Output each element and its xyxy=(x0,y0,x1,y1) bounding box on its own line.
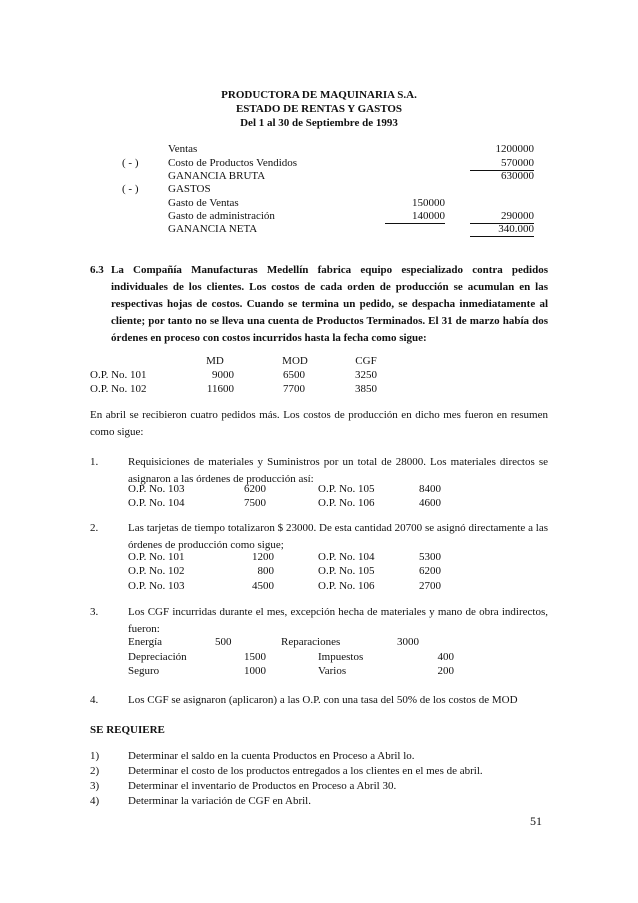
item2-row1-val-a: 1200 xyxy=(252,551,274,563)
costo-label: Costo de Productos Vendidos xyxy=(168,157,298,169)
item2-row3-op-b: O.P. No. 106 xyxy=(318,580,375,592)
item2-row3-val-b: 2700 xyxy=(419,580,441,592)
gastos-label: GASTOS xyxy=(168,183,211,195)
company-name: PRODUCTORA DE MAQUINARIA S.A. xyxy=(221,89,417,101)
item3-row1-val-b: 3000 xyxy=(397,636,419,648)
page-number: 51 xyxy=(530,814,542,828)
item3-row3-val-b: 200 xyxy=(437,665,454,677)
requirement-3-text: Determinar el inventario de Productos en Proceso a Abril 30. xyxy=(128,780,397,792)
item1-row1-val-b: 8400 xyxy=(419,483,441,495)
requirement-3-number: 3) xyxy=(90,780,100,792)
gastos-sign: ( - ) xyxy=(122,183,139,195)
item2-row2-op-a: O.P. No. 102 xyxy=(128,565,185,577)
gasto-admin-amount: 140000 xyxy=(385,210,445,224)
order-101-label: O.P. No. 101 xyxy=(90,369,147,381)
item1-row2-op-b: O.P. No. 106 xyxy=(318,497,375,509)
order-102-md: 11600 xyxy=(206,383,234,395)
item1-number: 1. xyxy=(90,456,99,468)
item2-number: 2. xyxy=(90,522,99,534)
costo-total: 570000 xyxy=(470,157,534,171)
item2-row1-op-b: O.P. No. 104 xyxy=(318,551,375,563)
header-mod: MOD xyxy=(282,355,308,367)
item3-row1-val-a: 500 xyxy=(215,636,232,648)
item1-row1-op-b: O.P. No. 105 xyxy=(318,483,375,495)
item4-number: 4. xyxy=(90,694,99,706)
item3-row2-val-b: 400 xyxy=(437,651,454,663)
item1-row2-val-a: 7500 xyxy=(244,497,266,509)
item3-row1-label-b: Reparaciones xyxy=(281,636,341,648)
item2-row2-op-b: O.P. No. 105 xyxy=(318,565,375,577)
requires-title: SE REQUIERE xyxy=(90,724,165,736)
item3-row2-label-a: Depreciación xyxy=(128,651,187,663)
gasto-ventas-label: Gasto de Ventas xyxy=(168,197,239,209)
item2-text: Las tarjetas de tiempo totalizaron $ 23000. De esta cantidad 20700 se asignó directamente a las órdenes de producción como sigue; xyxy=(128,522,548,551)
problem-text: La Compañía Manufacturas Medellín fabrica equipo especializado contra pedidos individuales de los clientes. Los costos de cada orden de producción se acumulan en las respectivas hojas de costos. Cuando se termina un pedido, se despacha inmediatamente al cliente; por tanto no se lleva una cuenta de Productos Terminados. El 31 de marzo había dos órdenes en proceso con costos incurridos hasta la fecha como sigue: xyxy=(111,264,548,344)
requirement-2-number: 2) xyxy=(90,765,100,777)
gasto-admin-total: 290000 xyxy=(470,210,534,224)
header-cgf: CGF xyxy=(355,355,377,367)
statement-title: ESTADO DE RENTAS Y GASTOS xyxy=(235,103,403,115)
item2-row3-val-a: 4500 xyxy=(252,580,274,592)
item3-row3-val-a: 1000 xyxy=(244,665,266,677)
april-intro: En abril se recibieron cuatro pedidos más. Los costos de producción en dicho mes fueron en resumen como sigue: xyxy=(90,409,548,438)
item3-row3-label-a: Seguro xyxy=(128,665,160,677)
requirement-4-number: 4) xyxy=(90,795,100,807)
item1-row2-op-a: O.P. No. 104 xyxy=(128,497,185,509)
gasto-admin-label: Gasto de administración xyxy=(168,210,275,222)
item1-row1-op-a: O.P. No. 103 xyxy=(128,483,185,495)
item3-row2-label-b: Impuestos xyxy=(318,651,364,663)
item3-text: Los CGF incurridas durante el mes, excepción hecha de materiales y mano de obra indirectos, fueron: xyxy=(128,606,548,635)
gasto-ventas-amount: 150000 xyxy=(412,197,445,209)
item2-row2-val-b: 6200 xyxy=(419,565,441,577)
item1-text: Requisiciones de materiales y Suministros por un total de 28000. Los materiales directos se asignaron a las órdenes de producción así: xyxy=(128,456,548,485)
order-101-mod: 6500 xyxy=(283,369,305,381)
bruta-label: GANANCIA BRUTA xyxy=(168,170,266,182)
ventas-total: 1200000 xyxy=(495,143,534,155)
item1-row2-val-b: 4600 xyxy=(419,497,441,509)
neta-label: GANANCIA NETA xyxy=(168,223,258,235)
item2-row2-val-a: 800 xyxy=(257,565,274,577)
costo-sign: ( - ) xyxy=(122,157,139,169)
bruta-total: 630000 xyxy=(501,170,534,182)
requirement-4-text: Determinar la variación de CGF en Abril. xyxy=(128,795,311,807)
item2-row1-val-b: 5300 xyxy=(419,551,441,563)
statement-period: Del 1 al 30 de Septiembre de 1993 xyxy=(240,117,398,129)
item3-row2-val-a: 1500 xyxy=(244,651,266,663)
item3-row1-label-a: Energía xyxy=(128,636,163,648)
item3-number: 3. xyxy=(90,606,99,618)
order-102-label: O.P. No. 102 xyxy=(90,383,147,395)
order-102-mod: 7700 xyxy=(283,383,305,395)
item3-row3-label-b: Varios xyxy=(318,665,347,677)
order-102-cgf: 3850 xyxy=(355,383,377,395)
item1-row1-val-a: 6200 xyxy=(244,483,266,495)
order-101-md: 9000 xyxy=(212,369,234,381)
order-101-cgf: 3250 xyxy=(355,369,377,381)
header-md: MD xyxy=(206,355,224,367)
item2-row3-op-a: O.P. No. 103 xyxy=(128,580,185,592)
item2-row1-op-a: O.P. No. 101 xyxy=(128,551,185,563)
requirement-1-number: 1) xyxy=(90,750,100,762)
item4-text: Los CGF se asignaron (aplicaron) a las O.P. con una tasa del 50% de los costos de MOD xyxy=(128,694,518,706)
ventas-label: Ventas xyxy=(168,143,198,155)
neta-total: 340.000 xyxy=(470,223,534,237)
requirement-1-text: Determinar el saldo en la cuenta Productos en Proceso a Abril lo. xyxy=(128,750,415,762)
problem-number: 6.3 xyxy=(90,264,104,276)
requirement-2-text: Determinar el costo de los productos entregados a los clientes en el mes de abril. xyxy=(128,765,483,777)
